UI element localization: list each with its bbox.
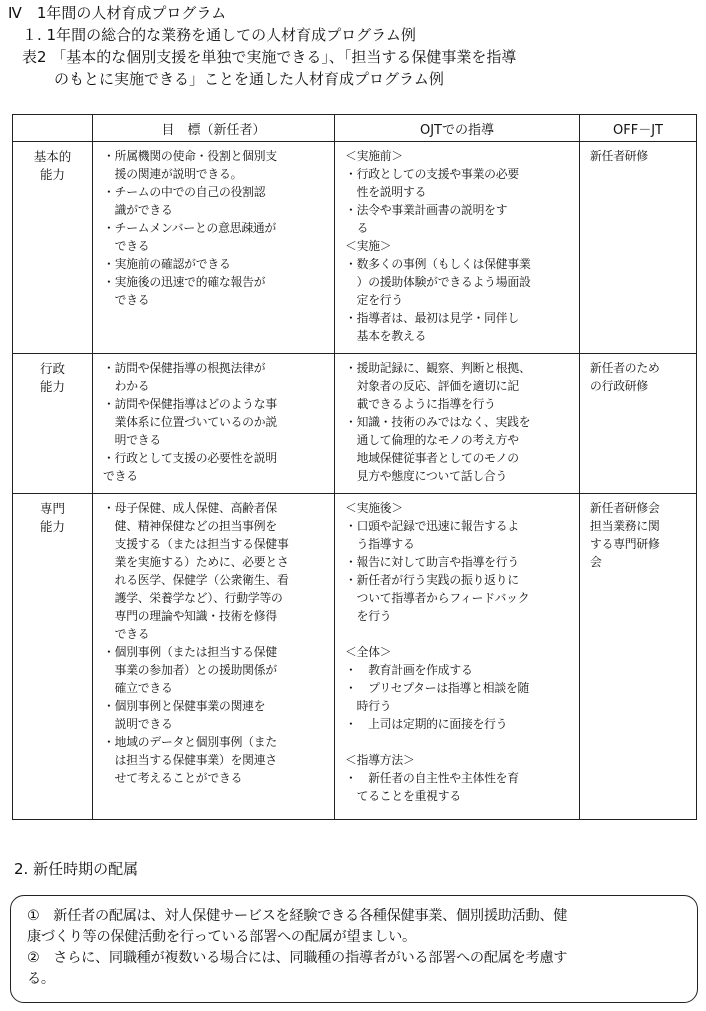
- goal-cell-line: わかる: [103, 378, 150, 393]
- category-cell-line: 基本的: [33, 149, 72, 164]
- goal-cell-line: ・行政として支援の必要性を説明: [103, 450, 277, 465]
- offjt-cell-line: する専門研修: [590, 536, 660, 551]
- category-cell-line: 専門: [39, 500, 65, 516]
- placement-note-line: ① 新任者の配属は、対人保健サービスを経験できる各種保健事業、個別援助活動、健: [27, 908, 568, 924]
- category-cell: [13, 493, 93, 819]
- header-goal: 目 標（新任者）: [93, 115, 335, 142]
- ojt-cell-line: 地域保健従事者としてのモノの: [345, 450, 519, 465]
- section2-title: 2. 新任時期の配属: [14, 860, 139, 878]
- table-caption-line1: 表2 「基本的な個別支援を単独で実施できる」、「担当する保健事業を指導: [22, 48, 517, 66]
- goal-cell-line: ・チームメンバーとの意思疎通が: [103, 221, 277, 235]
- goal-cell-line: 業体系に位置づいているのか説: [103, 414, 277, 429]
- table-caption-line2: のもとに実施できる」ことを通した人材育成プログラム例: [54, 70, 444, 88]
- category-cell-line: 能力: [39, 378, 65, 394]
- placement-note-line: る。: [27, 971, 55, 987]
- program-subtitle: １. 1年間の総合的な業務を通しての人材育成プログラム例: [22, 26, 416, 44]
- ojt-cell-line: ＜実施前＞: [345, 149, 403, 163]
- ojt-cell-line: る: [345, 221, 369, 235]
- offjt-cell-line: 会: [590, 554, 602, 569]
- offjt-cell-line: 担当業務に関: [590, 518, 660, 533]
- goal-cell-line: 明できる: [103, 432, 161, 447]
- placement-note-line: ② さらに、同職種が複数いる場合には、同職種の指導者がいる部署への配属を考慮す: [27, 950, 568, 966]
- goal-cell-line: ・地域のデータと個別事例（また: [103, 734, 277, 749]
- goal-cell-line: ・実施前の確認ができる: [103, 257, 231, 271]
- ojt-cell-line: ・新任者が行う実践の振り返りに: [345, 572, 519, 587]
- ojt-cell-line: 性を説明する: [345, 185, 427, 199]
- goal-cell: [93, 353, 335, 493]
- ojt-cell-line: ・数多くの事例（もしくは保健事業: [345, 257, 531, 271]
- category-cell-line: 能力: [39, 167, 65, 182]
- goal-cell-line: 業を実施する）ために、必要とさ: [103, 554, 289, 569]
- ojt-cell-line: ）の援助体験ができるよう場面設: [345, 275, 531, 289]
- table-header-row: [13, 115, 697, 142]
- goal-cell-line: 事業の参加者）との援助関係が: [103, 662, 277, 677]
- section-title: Ⅳ 1年間の人材育成プログラム: [8, 4, 227, 22]
- goal-cell-line: ・個別事例（または担当する保健: [103, 644, 277, 659]
- placement-note-box: [10, 895, 698, 1003]
- goal-cell-line: ・実施後の迅速で的確な報告が: [103, 275, 266, 289]
- offjt-cell-line: 新任者のため: [590, 360, 660, 375]
- goal-cell-line: ・訪問や保健指導はどのような事: [103, 396, 277, 411]
- ojt-cell-line: 見方や態度について話し合う: [345, 468, 508, 483]
- offjt-cell: [580, 493, 697, 819]
- table-row: [13, 493, 697, 819]
- goal-cell-line: 健、精神保健などの担当事例を: [103, 518, 277, 533]
- offjt-cell: [580, 142, 697, 354]
- goal-cell-line: 護学、栄養学など）、行動学等の: [103, 590, 283, 605]
- ojt-cell-line: 通して倫理的なモノの考え方や: [345, 432, 519, 447]
- goal-cell-line: れる医学、保健学（公衆衛生、看: [103, 572, 289, 587]
- goal-cell-line: ・個別事例と保健事業の関連を: [103, 698, 266, 713]
- ojt-cell: [335, 353, 580, 493]
- goal-cell-line: ・母子保健、成人保健、高齢者保: [103, 500, 277, 515]
- goal-cell: [93, 493, 335, 819]
- category-cell-line: 行政: [39, 360, 65, 376]
- goal-cell-line: できる: [103, 468, 138, 483]
- ojt-cell-line: 基本を教える: [345, 329, 427, 343]
- goal-cell-line: は担当する保健事業）を関連さ: [103, 752, 277, 767]
- ojt-cell-line: ついて指導者からフィードバック: [345, 590, 530, 605]
- ojt-cell: [335, 142, 580, 354]
- ojt-cell-line: 時行う: [345, 698, 392, 713]
- ojt-cell-line: ＜指導方法＞: [345, 752, 415, 767]
- ojt-cell-line: 対象者の反応、評価を適切に記: [345, 378, 519, 393]
- goal-cell-line: できる: [103, 239, 150, 253]
- goal-cell-line: ・訪問や保健指導の根拠法律が: [103, 360, 266, 375]
- category-cell-line: 能力: [39, 518, 65, 534]
- ojt-cell-line: ・ 教育計画を作成する: [345, 662, 473, 677]
- offjt-cell-line: 新任者研修: [590, 149, 648, 163]
- ojt-cell-line: ・指導者は、最初は見学・同伴し: [345, 311, 519, 325]
- goal-cell-line: 支援する（または担当する保健事: [103, 536, 289, 551]
- ojt-cell-line: ・口頭や記録で迅速に報告するよ: [345, 518, 519, 533]
- category-cell: [13, 353, 93, 493]
- ojt-cell-line: ・行政としての支援や事業の必要: [345, 167, 519, 181]
- goal-cell-line: ・所属機関の使命・役割と個別支: [103, 149, 277, 163]
- offjt-cell: [580, 353, 697, 493]
- goal-cell-line: 確立できる: [103, 680, 173, 695]
- header-category: [13, 115, 93, 142]
- ojt-cell-line: [345, 733, 575, 751]
- table-row: [13, 142, 697, 354]
- goal-cell-line: できる: [103, 293, 150, 307]
- offjt-cell-line: 新任者研修会: [590, 500, 660, 515]
- offjt-cell-line: の行政研修: [590, 378, 648, 393]
- goal-cell-line: 説明できる: [103, 716, 173, 731]
- goal-cell-line: 専門の理論や知識・技術を修得: [103, 608, 277, 623]
- ojt-cell-line: ＜実施後＞: [345, 500, 403, 515]
- ojt-cell-line: 定を行う: [345, 293, 403, 307]
- ojt-cell-line: ＜全体＞: [345, 644, 392, 659]
- ojt-cell-line: ・法令や事業計画書の説明をす: [345, 203, 508, 217]
- ojt-cell-line: ・ 上司は定期的に面接を行う: [345, 716, 508, 731]
- goal-cell-line: 援の関連が説明できる。: [103, 167, 243, 181]
- ojt-cell-line: を行う: [345, 608, 392, 623]
- goal-cell: [93, 142, 335, 354]
- goal-cell-line: できる: [103, 626, 150, 641]
- placement-note-line: 康づくり等の保健活動を行っている部署への配属が望ましい。: [27, 929, 416, 945]
- ojt-cell-line: ・ プリセプターは指導と相談を随: [345, 680, 530, 695]
- category-cell: [13, 142, 93, 354]
- ojt-cell-line: てることを重視する: [345, 788, 461, 803]
- goal-cell-line: 識ができる: [103, 203, 173, 217]
- ojt-cell-line: う指導する: [345, 536, 415, 551]
- ojt-cell-line: ・援助記録に、観察、判断と根拠、: [345, 360, 531, 375]
- goal-cell-line: せて考えることができる: [103, 770, 243, 785]
- ojt-cell: [335, 493, 580, 819]
- ojt-cell-line: ・知識・技術のみではなく、実践を: [345, 414, 531, 429]
- table-row: [13, 353, 697, 493]
- goal-cell-line: ・チームの中での自己の役割認: [103, 185, 266, 199]
- ojt-cell-line: 載できるように指導を行う: [345, 396, 496, 411]
- ojt-cell-line: [345, 625, 575, 643]
- ojt-cell-line: ・報告に対して助言や指導を行う: [345, 554, 519, 569]
- training-program-table: [12, 114, 697, 820]
- ojt-cell-line: ・ 新任者の自主性や主体性を育: [345, 770, 519, 785]
- header-offjt: OFF－JT: [580, 115, 697, 142]
- ojt-cell-line: ＜実施＞: [345, 239, 392, 253]
- header-ojt: OJTでの指導: [335, 115, 580, 142]
